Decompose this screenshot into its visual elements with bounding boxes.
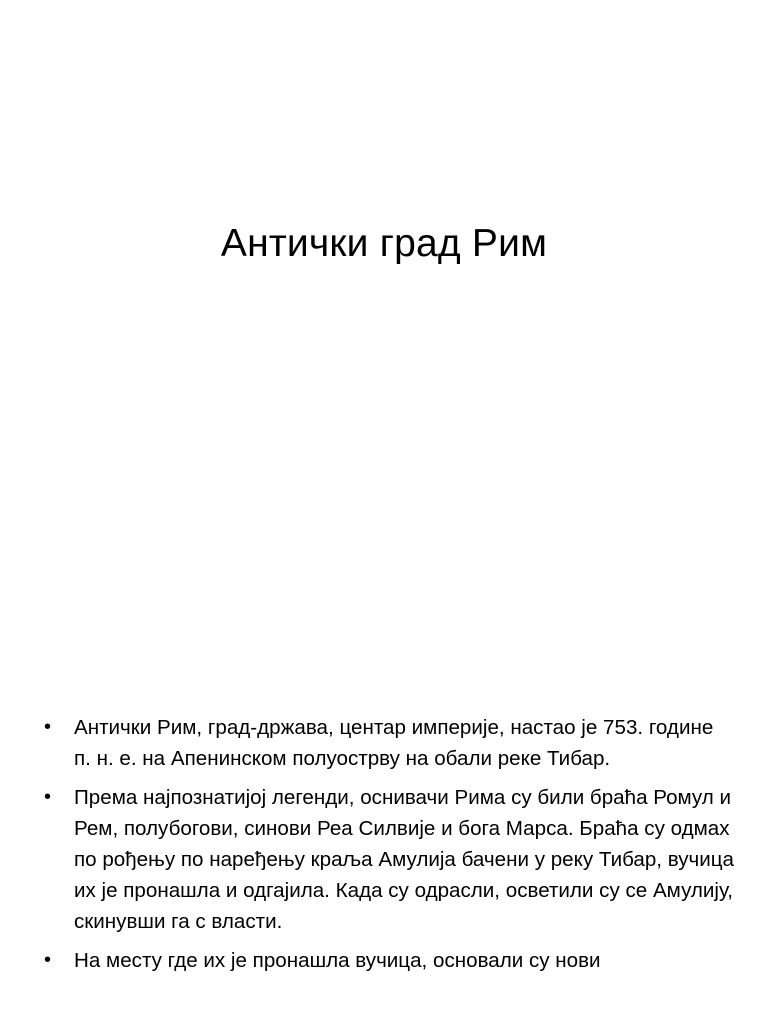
slide-title: Антички град Рим (220, 222, 548, 265)
bullet-icon: • (44, 716, 52, 738)
bullet-text: Антички Рим, град-држава, центар империје, настао је 753. године п. н. е. на Апенинском полуострву на обали реке Тибар. (74, 716, 714, 770)
bullet-icon: • (44, 949, 52, 971)
bullet-text: Према најпознатијој легенди, оснивачи Рима су били браћа Ромул и Рем, полубогови, синови Реа Силвије и бога Марса. Браћа су одмах по рођењу по наређењу краља Амулија бачени у реку Тибар, вучица их је пронашла и одгајила. Када су одрасли, осветили су се Амулију, скинувши га с власти. (74, 786, 735, 933)
list-item (44, 945, 734, 976)
bullet-text: На месту где их је пронашла вучица, основали су нови (74, 949, 601, 972)
list-item (44, 782, 734, 937)
bullet-icon: • (44, 786, 52, 808)
bullet-list (44, 712, 734, 984)
list-item (44, 712, 734, 774)
